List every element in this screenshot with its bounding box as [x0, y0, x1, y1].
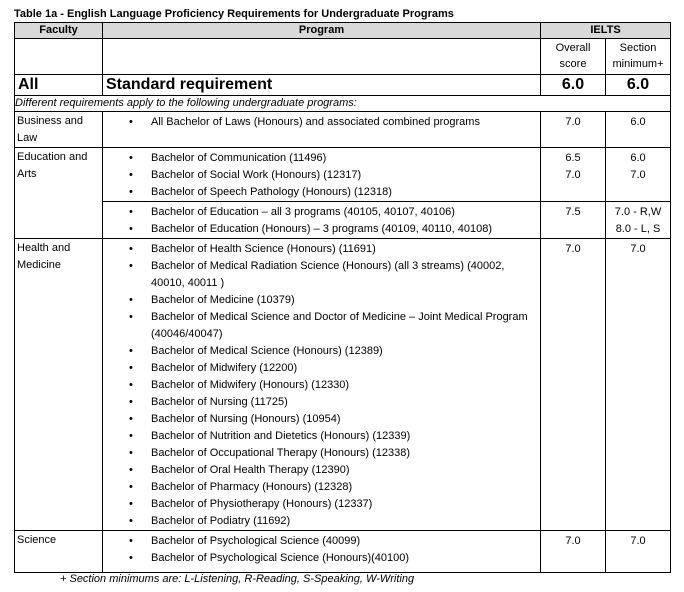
bullet-icon: • — [129, 169, 133, 181]
standard-program: Standard requirement — [103, 75, 541, 96]
section-minimum-footnote: + Section minimums are: L-Listening, R-Reading, S-Speaking, W-Writing — [60, 573, 415, 585]
program-name: Bachelor of Medical Science (Honours) (12389) — [151, 345, 383, 357]
program-name: Bachelor of Medical Radiation Science (Honours) (all 3 streams) (40002, 40010, 40011 ) — [151, 260, 505, 289]
program-name: Bachelor of Health Science (Honours) (11691) — [151, 243, 376, 255]
program-name: Bachelor of Psychological Science (Honours)(40100) — [151, 552, 410, 564]
program-name: Bachelor of Physiotherapy (Honours) (12337) — [151, 498, 373, 510]
program-cell — [103, 202, 541, 239]
subheader-blank-program — [103, 39, 541, 75]
standard-faculty: All — [15, 75, 103, 96]
program-list — [103, 148, 540, 201]
bullet-icon: • — [129, 413, 133, 425]
table-caption: Table 1a - English Language Proficiency Requirements for Undergraduate Programs — [14, 8, 454, 20]
note-row — [15, 96, 671, 112]
overall-label-line1: Overall — [555, 42, 591, 54]
bullet-icon: • — [129, 223, 133, 235]
bullet-icon: • — [129, 345, 133, 357]
bullet-icon: • — [129, 552, 133, 564]
overall-score: 7.0 — [565, 169, 581, 181]
subheader-overall-score — [541, 39, 606, 75]
program-name: Bachelor of Medical Science and Doctor of Medicine – Joint Medical Program (40046/40047) — [151, 311, 528, 340]
overall-score: 7.0 — [565, 243, 581, 255]
faculty-cell: Education and Arts — [15, 148, 103, 239]
program-name: Bachelor of Nursing (11725) — [151, 396, 288, 408]
requirements-table — [14, 22, 671, 573]
list-item — [129, 258, 536, 292]
program-name: Bachelor of Social Work (Honours) (12317) — [151, 169, 362, 181]
bullet-icon: • — [129, 515, 133, 527]
bullet-icon: • — [129, 447, 133, 459]
list-item — [129, 462, 536, 479]
section-minimum: 7.0 — [630, 169, 646, 181]
program-list — [103, 531, 540, 567]
bullet-icon: • — [129, 260, 133, 272]
overall-score: 7.0 — [565, 535, 581, 547]
list-item — [129, 309, 536, 343]
program-name: Bachelor of Communication (11496) — [151, 152, 327, 164]
section-minimum: 6.0 — [630, 152, 646, 164]
program-name: Bachelor of Occupational Therapy (Honours) (12338) — [151, 447, 411, 459]
section-minimum: 8.0 - L, S — [615, 223, 661, 235]
table-row — [15, 531, 671, 573]
subheader-blank-faculty — [15, 39, 103, 75]
program-name: Bachelor of Nutrition and Dietetics (Honours) (12339) — [151, 430, 411, 442]
list-item — [129, 204, 536, 221]
program-name: Bachelor of Speech Pathology (Honours) (12318) — [151, 186, 392, 198]
program-name: Bachelor of Midwifery (Honours) (12330) — [151, 379, 350, 391]
bullet-icon: • — [129, 396, 133, 408]
program-cell — [103, 239, 541, 531]
bullet-icon: • — [129, 116, 133, 128]
program-name: Bachelor of Pharmacy (Honours) (12328) — [151, 481, 353, 493]
program-list — [103, 239, 540, 530]
bullet-icon: • — [129, 481, 133, 493]
program-name: All Bachelor of Laws (Honours) and associated combined programs — [151, 116, 480, 128]
list-item — [129, 167, 536, 184]
program-name: Bachelor of Education (Honours) – 3 programs (40109, 40110, 40108) — [151, 223, 493, 235]
program-cell — [103, 531, 541, 573]
program-name: Bachelor of Oral Health Therapy (12390) — [151, 464, 350, 476]
bullet-icon: • — [129, 186, 133, 198]
different-requirements-note: Different requirements apply to the following undergraduate programs: — [15, 96, 671, 112]
list-item — [129, 479, 536, 496]
bullet-icon: • — [129, 243, 133, 255]
list-item — [129, 343, 536, 360]
subheader-section-minimum — [606, 39, 671, 75]
overall-score-cell — [541, 112, 606, 148]
list-item — [129, 428, 536, 445]
list-item — [129, 377, 536, 394]
section-minimum-cell — [606, 239, 671, 531]
standard-section: 6.0 — [606, 75, 671, 96]
list-item — [129, 150, 536, 167]
list-item — [129, 241, 536, 258]
table-row — [15, 112, 671, 148]
bullet-icon: • — [129, 464, 133, 476]
program-list — [103, 202, 540, 238]
list-item — [129, 550, 536, 567]
list-item — [129, 360, 536, 377]
section-minimum: 6.0 — [630, 116, 646, 128]
section-minimum-cell — [606, 202, 671, 239]
program-name: Bachelor of Podiatry (11692) — [151, 515, 291, 527]
section-label-line1: Section — [619, 42, 657, 54]
overall-score: 7.0 — [565, 116, 581, 128]
section-minimum-cell — [606, 531, 671, 573]
subheader-row — [15, 39, 671, 75]
table-row — [15, 202, 671, 239]
bullet-icon: • — [129, 206, 133, 218]
program-name: Bachelor of Education – all 3 programs (40105, 40107, 40106) — [151, 206, 455, 218]
faculty-cell: Business and Law — [15, 112, 103, 148]
overall-score: 7.5 — [565, 206, 581, 218]
standard-overall: 6.0 — [541, 75, 606, 96]
section-minimum-cell — [606, 148, 671, 202]
program-name: Bachelor of Midwifery (12200) — [151, 362, 298, 374]
program-name: Bachelor of Nursing (Honours) (10954) — [151, 413, 341, 425]
section-minimum: 7.0 — [630, 243, 646, 255]
program-list — [103, 112, 540, 131]
section-minimum-cell — [606, 112, 671, 148]
list-item — [129, 184, 536, 201]
overall-score-cell — [541, 202, 606, 239]
list-item — [129, 513, 536, 530]
bullet-icon: • — [129, 379, 133, 391]
overall-score-cell — [541, 239, 606, 531]
standard-requirement-row — [15, 75, 671, 96]
header-faculty: Faculty — [15, 23, 103, 39]
list-item — [129, 411, 536, 428]
overall-score: 6.5 — [565, 152, 581, 164]
list-item — [129, 496, 536, 513]
program-cell — [103, 148, 541, 202]
list-item — [129, 445, 536, 462]
bullet-icon: • — [129, 294, 133, 306]
bullet-icon: • — [129, 430, 133, 442]
program-name: Bachelor of Medicine (10379) — [151, 294, 295, 306]
bullet-icon: • — [129, 362, 133, 374]
table-row — [15, 148, 671, 202]
header-row — [15, 23, 671, 39]
overall-label-line2: score — [559, 58, 587, 70]
list-item — [129, 221, 536, 238]
list-item — [129, 533, 536, 550]
section-minimum: 7.0 — [630, 535, 646, 547]
list-item — [129, 292, 536, 309]
section-minimum: 7.0 - R,W — [614, 206, 662, 218]
program-cell — [103, 112, 541, 148]
header-ielts: IELTS — [541, 23, 671, 39]
program-name: Bachelor of Psychological Science (40099) — [151, 535, 361, 547]
overall-score-cell — [541, 148, 606, 202]
faculty-cell: Health and Medicine — [15, 239, 103, 531]
bullet-icon: • — [129, 535, 133, 547]
list-item — [129, 114, 536, 131]
list-item — [129, 394, 536, 411]
section-label-line2: minimum+ — [612, 58, 664, 70]
bullet-icon: • — [129, 498, 133, 510]
table-row — [15, 239, 671, 531]
bullet-icon: • — [129, 152, 133, 164]
header-program: Program — [103, 23, 541, 39]
overall-score-cell — [541, 531, 606, 573]
faculty-cell: Science — [15, 531, 103, 573]
bullet-icon: • — [129, 311, 133, 323]
